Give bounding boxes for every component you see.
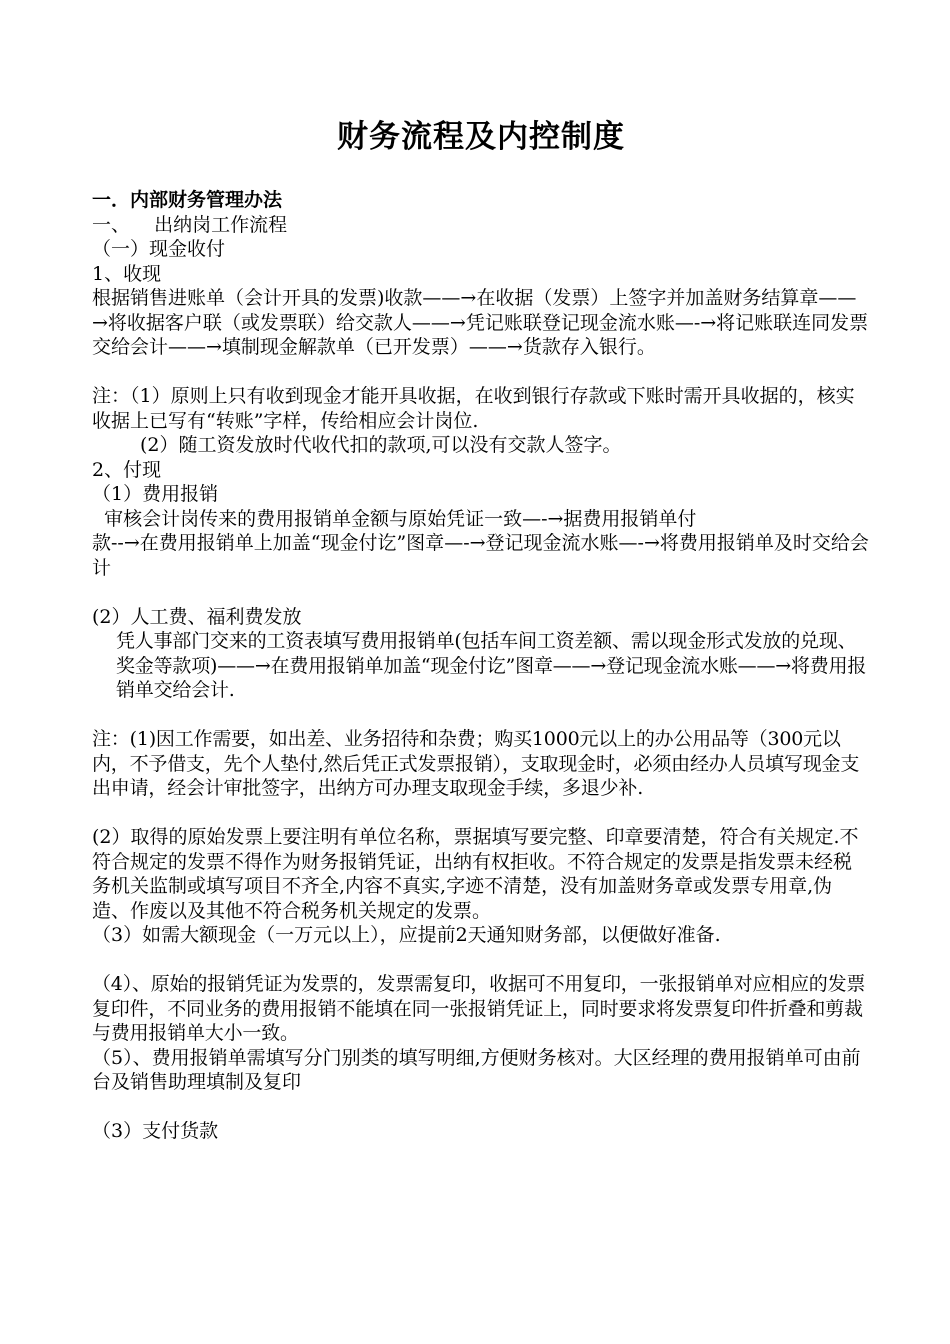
note-paragraph: （4）、原始的报销凭证为发票的，发票需复印，收据可不用复印，一张报销单对应相应的发票复印件，不同业务的费用报销不能填在同一张报销凭证上，同时要求将发票复印件折叠和剪裁与费用报销单大小一致。 — [92, 973, 866, 1044]
note-paragraph: (2）取得的原始发票上要注明有单位名称，票据填写要完整、印章要清楚，符合有关规定.不符合规定的发票不得作为财务报销凭证，出纳有权拒收。不符合规定的发票是指发票未经税务机关监制或填写项目不齐全,内容不真实,字迹不清楚，没有加盖财务章或发票专用章,伪造、作废以及其他不符合税务机关规定的发票。 — [92, 826, 859, 922]
note-paragraph: (2）随工资发放时代收代扣的款项,可以没有交款人签字。 — [140, 434, 622, 456]
paragraph-line: 审核会计岗传来的费用报销单金额与原始凭证一致—-→据费用报销单付 — [92, 507, 697, 530]
note-paragraph: （3）如需大额现金（一万元以上），应提前2天通知财务部，以便做好准备. — [92, 924, 721, 946]
item-heading: （一）现金收付 — [92, 238, 226, 260]
item-heading: 1、收现 — [92, 262, 162, 285]
item-heading: （3）支付货款 — [92, 1120, 219, 1142]
note-paragraph: （5）、费用报销单需填写分门别类的填写明细,方便财务核对。大区经理的费用报销单可由前台及销售助理填制及复印 — [92, 1046, 861, 1093]
item-heading: (2）人工费、福利费发放 — [92, 605, 302, 628]
section-heading: 一．内部财务管理办法 — [92, 189, 283, 211]
paragraph: 根据销售进账单（会计开具的发票)收款——→在收据（发票）上签字并加盖财务结算章——→将收据客户联（或发票联）给交款人——→凭记账联登记现金流水账—-→将记账联连同发票交给会计——→填制现金解款单（已开发票）——→货款存入银行。 — [92, 287, 869, 358]
item-heading: （1）费用报销 — [92, 483, 219, 505]
paragraph: 款--→在费用报销单上加盖“现金付讫”图章—-→登记现金流水账—-→将费用报销单及时交给会计 — [92, 532, 869, 579]
subsection-heading: 一、 出纳岗工作流程 — [92, 213, 288, 236]
paragraph: 凭人事部门交来的工资表填写费用报销单(包括车间工资差额、需以现金形式发放的兑现、奖金等款项)——→在费用报销单加盖“现金付讫”图章——→登记现金流水账——→将费用报销单交给会计. — [116, 630, 867, 701]
note-paragraph: 注：（1）原则上只有收到现金才能开具收据，在收到银行存款或下账时需开具收据的，核实收据上已写有“转账”字样，传给相应会计岗位. — [92, 385, 855, 432]
item-heading: 2、付现 — [92, 458, 162, 481]
document-title: 财务流程及内控制度 — [337, 119, 625, 155]
note-paragraph: 注：(1)因工作需要，如出差、业务招待和杂费；购买1000元以上的办公用品等（300元以内，不予借支，先个人垫付,然后凭正式发票报销），支取现金时，必须由经办人员填写现金支出申请，经会计审批签字，出纳方可办理支取现金手续，多退少补. — [92, 728, 860, 799]
